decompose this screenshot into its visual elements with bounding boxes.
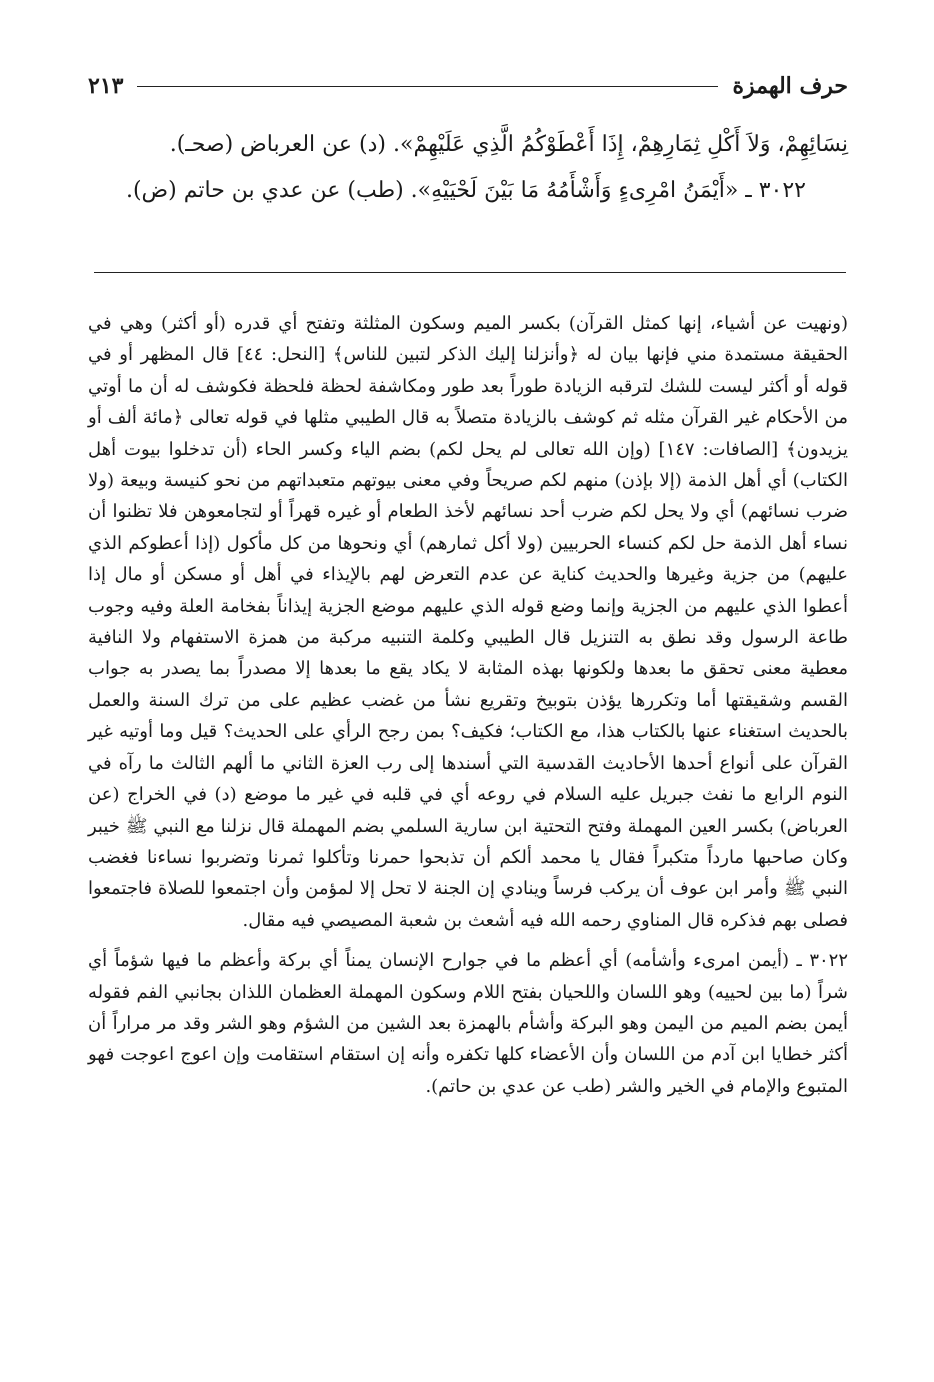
separator-rule (94, 272, 846, 273)
page-header (88, 66, 848, 106)
hadith-continuation: نِسَائِهِمْ، وَلاَ أَكْلِ ثِمَارِهِمْ، إِذَا أَعْطَوْكُمُ الَّذِي عَلَيْهِمْ». (د) عن العرباض (صحـ). (169, 132, 848, 157)
commentary-paragraph-1: (ونهيت عن أشياء، إنها كمثل القرآن) بكسر الميم وسكون المثلثة وتفتح أي قدره (أو أكثر) وهي في الحقيقة مستمدة مني فإنها بيان له ﴿وأنزلنا إليك الذكر لتبين للناس﴾ [النحل: ٤٤] قال المظهر أو في قوله أو أكثر ليست للشك لترقبه الزيادة طوراً بعد طور ومكاشفة لحظة فلحظة فكوشف له أن ما أوتي من الأحكام غير القرآن مثله ثم كوشف بالزيادة متصلاً به قال الطيبي مثلها في قوله تعالى ﴿مائة ألف أو يزيدون﴾ [الصافات: ١٤٧] (وإن الله تعالى لم يحل لكم) بضم الياء وكسر الحاء (أن تدخلوا بيوت أهل الكتاب) أي أهل الذمة (إلا بإذن) منهم لكم صريحاً وفي معنى بيوتهم متعبداتهم من نحو كنيسة وبيعة (ولا ضرب نسائهم) أي ولا يحل لكم ضرب أحد نسائهم لأخذ الطعام أو غيره قهراً أو لتجامعوهن فلا تظنوا أن نساء أهل الذمة حل لكم كنساء الحربيين (ولا أكل ثمارهم) أي ونحوها من كل مأكول (إذا أعطوكم الذي عليهم) من جزية وغيرها والحديث كناية عن عدم التعرض لهم بالإيذاء في أهل أو مسكن أو مال إذا أعطوا الذي عليهم من الجزية وإنما وضع قوله الذي عليهم موضع الجزية إيذاناً بفخامة العلة وفيه وجوب طاعة الرسول وقد نطق به التنزيل قال الطيبي وكلمة التنبيه مركبة من همزة الاستفهام ولا النافية معطية معنى تحقق ما بعدها ولكونها بهذه المثابة لا يكاد يقع ما بعدها إلا مصدراً بما يصدر به جواب القسم وشقيقتها أما وتكررها يؤذن بتوبيخ وتقريع نشأ من غضب عظيم على من ترك السنة والعمل بالحديث استغناء عنها بالكتاب هذا، مع الكتاب؛ فكيف؟ بمن رجح الرأي على الحديث؟ قيل وما أوتيه غير القرآن على أنواع أحدها الأحاديث القدسية التي أسندها إلى رب العزة الثاني ما ألهم الثالث ما رآه في النوم الرابع ما نفث جبريل عليه السلام في روعه أي في قلبه في غير ما موضع (د) في الخراج (عن العرباض) بكسر العين المهملة وفتح التحتية ابن سارية السلمي بضم المهملة قال نزلنا مع النبي ﷺ خيبر وكان صاحبها مارداً متكبراً فقال يا محمد ألكم أن تذبحوا حمرنا وتأكلوا ثمرنا وتضربوا نساءنا فغضب النبي ﷺ وأمر ابن عوف أن يركب فرساً وينادي إن الجنة لا تحل إلا لمؤمن وأن اجتمعوا للصلاة فاجتمعوا فصلى بهم فذكره قال المناوي رحمه الله فيه أشعث بن شعبة المصيصي فيه مقال. (88, 313, 849, 931)
running-title: حرف الهمزة (732, 73, 848, 99)
header-rule (137, 86, 718, 87)
hadith-text (88, 122, 848, 214)
commentary-paragraph-2: ٣٠٢٢ ـ (أيمن امرىء وأشأمه) أي أعظم ما في جوارح الإنسان يمناً أي بركة وأعظم ما فيها شؤماً أي شراً (ما بين لحييه) وهو اللسان واللحيان بفتح اللام وسكون المهملة العظمان اللذان بجانبي الفم فقوله أيمن بضم الميم من اليمن وهو البركة وأشأم بالهمزة بعد الشين من الشؤم وهو الشر وقد مر مراراً أن أكثر خطايا ابن آدم من اللسان وأن الأعضاء كلها تكفره وأنه إن استقام استقامت وإن اعوج اعوجت فهو المتبوع والإمام في الخير والشر (طب عن عدي بن حاتم). (88, 950, 848, 1097)
page-number: ٢١٣ (88, 73, 124, 99)
hadith-3022: ٣٠٢٢ ـ «أَيْمَنُ امْرِىءٍ وَأَشْأَمُهُ مَا بَيْنَ لَحْيَيْهِ». (طب) عن عدي بن حاتم (ض). (125, 178, 806, 203)
commentary (88, 308, 848, 1102)
